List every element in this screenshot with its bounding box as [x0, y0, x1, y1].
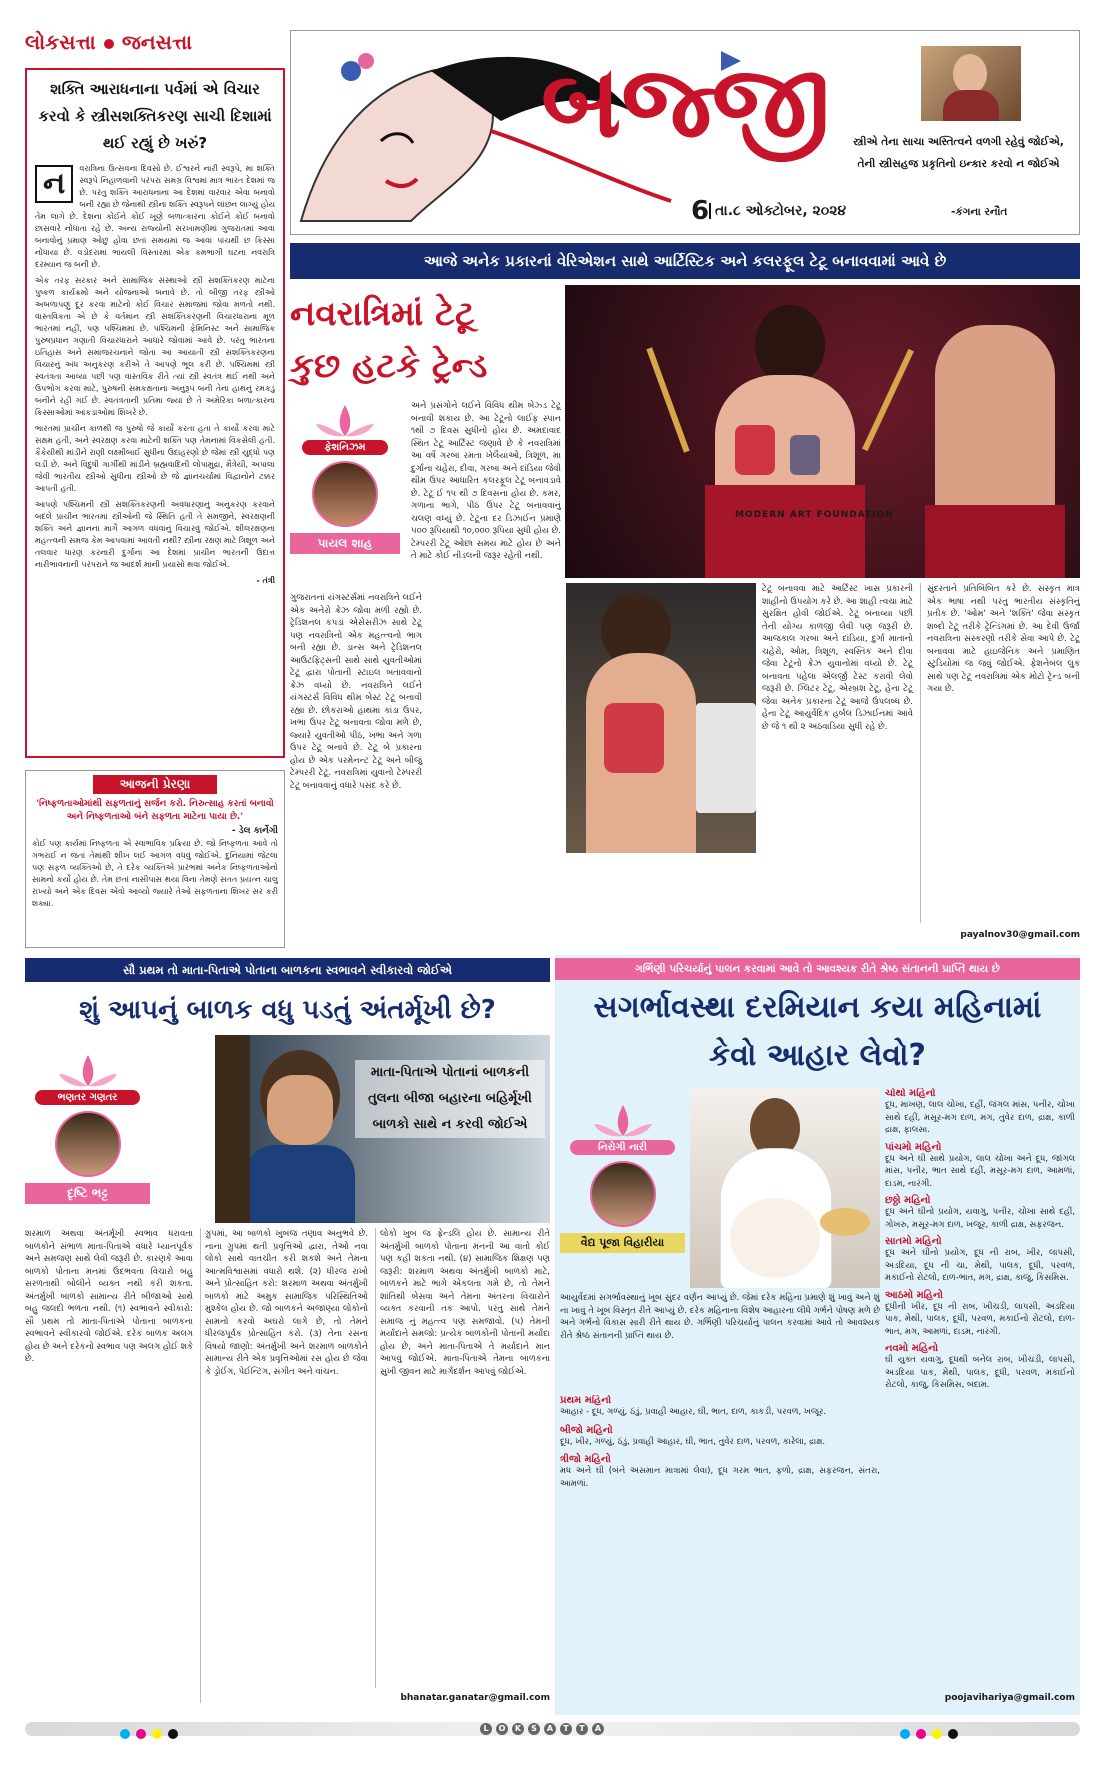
cmyk-dot-c: [120, 1729, 130, 1739]
tattoo-column-3: ટેટૂ બનાવવા માટે આર્ટિસ્ટ ખાસ પ્રકારની શાહીનો ઉપયોગ કરે છે. આ શાહી ત્વચા માટે સુરક્ષિત હોવી જોઈએ. ટેટૂ બનાવ્યા પછી તેની યોગ્ય કાળજી લેવી પણ જરૂરી છે. આજકાલ ગરબા અને દાંડિયા, દુર્ગા માતાનો ચહેરો, ઓમ, ત્રિશૂળ, સ્વસ્તિક અને દીવા જેવા ટેટૂનો ક્રેઝ યુવાનોમાં વધ્યો છે. ટેટૂ બનાવતા પહેલા એલર્જી ટેસ્ટ કરાવી લેવો જરૂરી છે. ગ્લિટર ટેટૂ, એરબ્રશ ટેટૂ, હેના ટેટૂ જેવા અનેક પ્રકારના ટેટૂ આજે ઉપલબ્ધ છે. હેના ટેટૂ આયુર્વેદિક હર્બલ ડિઝાઈનમાં આવે છે જે ૧ થી ૨ અઠવાડિયા સુધી રહે છે.: [762, 584, 913, 732]
column-label: નિરોગી નારી: [570, 1140, 675, 1155]
masthead-title: બજ્જી: [541, 42, 831, 160]
month-block: [560, 1395, 880, 1419]
month-block: [560, 1425, 880, 1449]
pregnancy-months-right: [885, 1088, 1075, 1688]
tattoo-photo-text: MODERN ART FOUNDATION: [735, 510, 894, 520]
prerna-author: - ડેલ કાર્નેગી: [231, 826, 278, 836]
footer-letter: A: [592, 1723, 604, 1735]
lotus-icon: [53, 1050, 123, 1090]
masthead: [290, 30, 1080, 235]
footer-letter: S: [528, 1723, 540, 1735]
footer-letter: A: [544, 1723, 556, 1735]
month-block: [885, 1142, 1075, 1191]
child-email[interactable]: bhanatar.ganatar@gmail.com: [400, 1693, 550, 1703]
month-name: આઠમો મહિનો: [885, 1289, 943, 1301]
month-block: [885, 1343, 1075, 1392]
color-registration-right: [900, 1724, 958, 1734]
footer-letter: T: [576, 1723, 588, 1735]
editorial-headline: શક્તિ આરાધનાના પર્વમાં એ વિચાર કરવો કે સ્ત્રીસશક્તિકરણ સાચી દિશામાં થઈ રહ્યું છે ખરું?: [38, 80, 272, 152]
editorial-box: [25, 68, 285, 758]
footer-letter: K: [512, 1723, 524, 1735]
cmyk-dot-y: [932, 1729, 942, 1739]
nirogi-label: [560, 1100, 685, 1270]
month-name: ચોથો મહિનો: [885, 1088, 936, 1099]
author-name: પાયલ શાહ: [290, 533, 400, 554]
month-block: [560, 1454, 880, 1490]
footer-letter: L: [480, 1723, 492, 1735]
month-text: દૂધ અને ઘીનો પ્રયોગ, દૂધ ની રાબ, ખીર, લાપસી, અડદિયા, દૂધ ની ચા, મેથી, પાલક, દૂધી, પરવળ, મકાઈનો રોટલો, દાળ-ભાત, મગ, દ્રાક્ષ, કાજુ, કિસમિસ.: [885, 1248, 1075, 1283]
month-name: પાંચમો મહિનો: [885, 1141, 942, 1153]
month-block: [885, 1088, 1075, 1137]
page-number: 6: [691, 196, 710, 226]
month-block: [885, 1195, 1075, 1231]
brand-logo: [25, 30, 285, 60]
pregnancy-email[interactable]: poojavihariya@gmail.com: [944, 1693, 1075, 1703]
tattoo-headline-line-2: કુછ હટકે ટ્રેન્ડ: [290, 346, 488, 386]
month-name: સાતમો મહિનો: [885, 1236, 942, 1247]
child-column-1: શરમાળ અથવા અંતર્મૂખી સ્વભાવ ધરાવતા બાળકોને સંભાળ માતા-પિતાએ વધારે ધ્યાનપૂર્વક અને સમજણ સાથે લેવી જરૂરી છે. કારણકે આવા બાળકો પોતાના મનમાં ઉદભવતા વિચારો બહુ સરળતાથી બોલીને વ્યક્ત નથી કરી શકતા. અંતર્મુખી બાળકો સામાન્ય રીતે બીજાઓ સાથે બહુ જલદી ભળતા નથી. (૧) સ્વભાવને સ્વીકારો: સૌ પ્રથમ તો માતા-પિતાએ પોતાના બાળકના સ્વભાવને સ્વીકારવો જોઈએ. દરેક બાળક અલગ હોય છે અને દરેકનો સ્વભાવ પણ અલગ હોઈ શકે છે.: [25, 1229, 193, 1364]
author-name: દૃષ્ટિ ભટ્ટ: [25, 1183, 150, 1204]
month-block: [885, 1236, 1075, 1285]
prerna-body: કોઈ પણ કાર્યમાં નિષ્ફળતા એ સ્વાભાવિક પ્રક્રિયા છે. જો નિષ્ફળતા આવે તો ગભરાઈ ન જતાં તેમાંથી શીખ લઈ આગળ વધવું જોઈએ. દુનિયામાં જેટલા પણ સફળ વ્યક્તિઓ છે, તે દરેક વ્યક્તિએ પ્રારંભમાં અનેક નિષ્ફળતાઓનો સામનો કર્યો હોય છે. તેમ છતાં નાસીપાસ થયા વિના તેમણે સતત પ્રયત્ન ચાલુ રાખ્યો અને એક દિવસ એવો આવ્યો જ્યારે તેઓ સફળતાના શિખર સર કરી શક્યા.: [32, 839, 278, 908]
author-photo: [55, 1111, 121, 1177]
column-label: ફેશનિઝમ: [302, 440, 388, 455]
footer-letters: [480, 1723, 604, 1735]
child-pullquote: માતા-પિતાએ પોતાનાં બાળકની તુલના બીજા બહારના બહિર્મૂખી બાળકો સાથે ન કરવી જોઈએ: [355, 1060, 545, 1138]
author-photo: [312, 461, 378, 527]
child-column-3: લોકો ખુબ જ ફ્રેન્ડલિ હોય છે. સામાન્ય રીતે અંતર્મુખી બાળકો પોતાના મનની આ વાતો કોઈ પણ કહી શકતા નથી. (૪) સામાજિક શિક્ષણ પણ જરૂરી: શરમાળ અથવા અંતર્મુખી બાળકો માટે, બાળકને માટે ભાગે એકલતા ગમે છે, તો તેમને શાંતિથી બેસવા અને તેમના અંતરના વિચારોને વ્યક્ત કરવાની તક આપો. પરંતુ સાથે તેમને સમાજ નું મહત્ત્વ પણ સમજાવો. (૫) તેમની મર્યાદાને સમજો: પ્રત્યેક બાળકોની પોતાની મર્યાદા હોય છે, અને માતા-પિતાએ તે મર્યાદાને માન આપવું જોઈએ. માતા-પિતાએ તેમના બાળકના સુખી જીવન માટે માર્ગદર્શન આપવું જોઈએ.: [375, 1228, 550, 1688]
child-banner: સૌ પ્રથમ તો માતા-પિતાએ પોતાના બાળકના સ્વભાવને સ્વીકારવો જોઈએ: [25, 958, 550, 982]
bhantar-label: [25, 1050, 150, 1220]
month-text: દૂધીની ખીર, દૂધ ની રાબ, ખીચડી, લાપસી, અડદિયા પાક, મેથી, પાલક, દૂધી, પરવળ, મકાઈનો રોટલો, દાળ-ભાત, મગ, આમળાં, દાડમ, નારંગી.: [885, 1301, 1075, 1337]
tattoo-column-1: ગુજરાતનાં યંગસ્ટર્સમાં નવરાત્રિને લઈને એક અનેરો ક્રેઝ જોવા મળી રહ્યો છે. ટ્રેડિશનલ કપડાં એસેસરીઝ સાથે ટેટૂ પણ નવરાત્રિનો એક મહત્ત્વનો ભાગ બની રહ્યા છે. ડાન્સ અને ટ્રેડિશનલ આઉટફિટ્સની સાથે સાથે યુવતીઓમાં ટેટૂ દ્વારા પોતાની સ્ટાઇલ બતાવવાનો ક્રેઝ વધ્યો છે. નવરાત્રિને લઈને યંગસ્ટર્સ વિવિધ થીમ બેસ્ટ ટેટૂ બનાવી રહ્યા છે. છોકરાઓ હાથમાં કાંડા ઉપર, ખભા ઉપર ટેટૂ બનાવતા જોવા મળે છે, જ્યારે યુવતીઓ પીઠ, ખભા અને ગળા ઉપર ટેટૂ બનાવે છે. ટેટૂ બે પ્રકારના હોય છે એક પરમેનન્ટ ટેટૂ અને બીજું ટેમ્પરરી ટેટૂ. નવરાત્રિમાં યુવાનો ટેમ્પરરી ટેટૂ બનાવવાનું વધારે પસંદ કરે છે.: [290, 593, 422, 791]
tattoo-column-2: અને પ્રસંગોને લઈને વિવિધ થીમ બેઝ્ડ ટેટૂ બનાવી શકાય છે. આ ટેટૂનો લાઈફ સ્પાન ૧થી ૭ દિવસ સુધીનો હોય છે. અમદાવાદ સ્થિત ટેટૂ આર્ટિસ્ટ જણાવે છે કે નવરાત્રિમાં આ વર્ષે ગરબા રમતા ખેલૈયાઓ, ત્રિશૂળ, મા દુર્ગાના ચહેરા, દીવા, ગરબા અને દાંડિયા જેવી થીમ ઉપર આધારિત કલરફૂલ ટેટૂ બનાવડાવે છે. ટેટૂ ઈ ૧૫ થી ૭ દિવસના હોય છે. કમર, ગળાના ભાગે, પીઠ ઉપર ટેટૂ બનાવવાનું ચલણ વધ્યું છે. ટેટૂના દર ડિઝાઈન પ્રમાણે ૫૦૦ રૂપિયાથી ૧૦,૦૦૦ રૂપિયા સુધી હોય છે. ટેમ્પરરી ટેટૂ ઓછા સમય માટે હોય છે અને તે માટે કોઈ નીડલની જરૂર રહેતી નથી.: [411, 401, 561, 561]
editorial-paragraph: વરાત્રિના ઉત્સવના દિવસો છે. ઈશ્વરને નારી સ્વરૂપે, મા શક્તિ સ્વરૂપે નિહાળવાની પરંપરા સમગ્ર વિશ્વમાં માત્ર ભારત દેશમાં જ છે. પરંતુ શક્તિ આરાધનાના આ દેશમાં વારંવાર એવા બનાવો બની રહ્યા છે જેનાથી સ્ત્રીના શક્તિ સ્વરૂપને લાંછન લાગ્યું હોય તેમ લાગે છે. દેશના કોઈને કોઈ ખૂણે બળાત્કારના કોઈને કોઈ બનાવો છાસવારે નોંધાતા રહે છે. અન્ય રાજ્યોની સરખામણીમાં ગુજરાતમાં આવા બનાવોનું પ્રમાણ ઓછું હોવા છતાં સમયમાં જ આવા પાંચથી છ કિસ્સા નોંધાયા છે. વડોદરામાં ભાયલી વિસ્તારમાં એક કમભાગી ઘટના નવરાત્રિ દરમ્યાન જ બની છે.: [35, 164, 275, 269]
lotus-icon: [310, 400, 380, 440]
prerna-box: [25, 770, 285, 948]
masthead-quote-author: -કંગના રનૌત: [951, 206, 1008, 218]
month-block: [885, 1290, 1075, 1339]
kangana-photo: [921, 46, 1021, 121]
tattoo-headline-line-1: નવરાત્રિમાં ટેટૂ: [290, 294, 475, 334]
pregnancy-intro: આયુર્વેદમાં સગર્ભાવસ્થાનું ખૂબ સુંદર વર્ણન આપ્યું છે. જેમાં દરેક મહિના પ્રમાણે શું ખાવું અને શું ના ખાવું તે ખૂબ વિસ્તૃત રીતે આપ્યું છે. દરેક મહિનાના વિશેષ આહારના લીધે ગર્ભને પોષણ મળે છે અને ગર્ભનો વિકાસ સારી રીતે થાય છે. ગર્ભિણી પરિચર્યાનું પાલન કરવામાં આવે તો આવશ્યક રીતે શ્રેષ્ઠ સંતાનની પ્રાપ્તિ થાય છે.: [560, 1293, 880, 1341]
month-text: દૂધ, માખણ, લાલ ચોખા, દહીં, જંગલ માંસ, પનીર, ચોખા સાથે દહીં, મસૂર-મગ દાળ, મગ, તુવેર દાળ, દ્રાક્ષ, કાળી દ્રાક્ષ, ફાલસા.: [885, 1100, 1075, 1135]
month-name: નવમો મહિનો: [885, 1343, 939, 1354]
editorial-paragraph: આપણે પશ્ચિમની સ્ત્રી સશક્તિકરણની અવધારણાનું અનુકરણ કરવાને બદલે પ્રાચીન ભારતમાં સ્ત્રીઓની જે સ્થિતિ હતી તે સમજીને, સ્વરક્ષણની શક્તિ અને જ્ઞાનના માર્ગે આગળ વધવાનું વિચારવું જોઈએ. શીલરક્ષણના મહત્ત્વની સમજ કેમ આપવામાં આવતી નથી? સ્ત્રીના રક્ષણ માટે ત્રિશૂળ અને તલવાર ધારણ કરનારી દુર્ગાના આ દેશમાં પ્રાચીન ભારતની ઉદાત્ત નારીભાવનાની પરંપરાને જ આદર્શ માની પ્રયાસો થવા જોઈએ.: [35, 500, 275, 569]
month-text: આહાર - દૂધ, ગળ્યું, ઠંડું, પ્રવાહી આહાર, ઘી, ભાત, દાળ, કાકડી, પરવળ, ખજૂર.: [560, 1407, 827, 1417]
tattoo-back-photo: [566, 583, 756, 853]
pregnancy-photo: [690, 1088, 880, 1288]
tattoo-main-photo: [565, 285, 1080, 578]
cmyk-dot-c: [900, 1729, 910, 1739]
brand-separator: [104, 39, 114, 49]
month-text: દૂધ અને ઘી સાથે પ્રયોગ, લાલ ચોખા અને દૂધ, જાંગલ માંસ, પનીર, ભાત સાથે દહીં, મસૂર-મગ દાળ, આમળાં, દાડમ, નારંગી.: [885, 1153, 1075, 1189]
masthead-quote: સ્ત્રીએ તેના સાચા અસ્તિત્વને વળગી રહેવું જોઈએ, તેની સ્ત્રીસહજ પ્રકૃતિનો ઇન્કાર કરવો ન જોઈએ: [853, 136, 1064, 170]
fashionism-label: [290, 400, 400, 590]
tattoo-email[interactable]: payalnov30@gmail.com: [960, 930, 1080, 940]
author-photo: [590, 1161, 656, 1227]
column-label: ભણતર ગણતર: [35, 1090, 140, 1105]
tattoo-banner: આજે અનેક પ્રકારનાં વેરિએશન સાથે આર્ટિસ્ટિક અને કલરફૂલ ટેટૂ બનાવવામાં આવે છે: [290, 243, 1080, 279]
footer-letter: O: [496, 1723, 508, 1735]
tattoo-headline: [290, 288, 565, 398]
prerna-title: આજની પ્રેરણા: [93, 775, 217, 794]
pregnancy-headline: સગર્ભાવસ્થા દરમિયાન કયા મહિનામાં કેવો આહાર લેવો?: [593, 990, 1042, 1073]
page-date: તા.૮ ઓક્ટોબર, ૨૦૨૪: [709, 203, 846, 219]
lotus-icon: [588, 1100, 658, 1140]
tattoo-column-4: સુંદરતાને પ્રતિબિંબિત કરે છે. સંસ્કૃત માત્ર એક ભાષા નથી પરંતુ ભારતીય સંસ્કૃતિનું પ્રતીક છે. 'ઓમ' અને 'શક્તિ' જેવા સંસ્કૃત શબ્દો ટેટૂ તરીકે ટ્રેન્ડિંગમાં છે. આ દેવી ઉર્જા નવરાત્રિના સંસ્કરણો તરીકે સેવા આપે છે. ટેટૂ બનાવવા માટે હાઇજેનિક અને પ્રમાણિત સ્ટુડિયોમાં જ જવું જોઈએ. ફેશનેબલ લુક સાથે પણ ટેટૂ નવરાત્રિમાં એક મોટો ટ્રેન્ડ બની ગયા છે.: [920, 583, 1080, 923]
author-name: વૈદ્ય પૂજા વિહારીયા: [560, 1233, 685, 1253]
drop-cap: ન: [35, 165, 73, 203]
cmyk-dot-m: [136, 1729, 146, 1739]
month-name: છઠ્ઠો મહિનો: [885, 1195, 931, 1206]
editorial-signature: - તંત્રી: [256, 576, 275, 585]
cmyk-dot-y: [152, 1729, 162, 1739]
pregnancy-months-left: [560, 1395, 880, 1705]
month-name: બીજો મહિનો: [560, 1424, 613, 1436]
cmyk-dot-k: [948, 1729, 958, 1739]
child-column-2: ગ્રુપમાં, આ બાળકો ખુબજ તણાવ અનુભવે છે. નાના ગ્રુપમાં થતી પ્રવૃત્તિઓ દ્વારા, તેઓ નવા લોકો સાથે વાતચીત કરી શકશે અને તેમના આત્મવિશ્વાસમાં વધારો થશે. (૨) ધીરજ રાખો અને પ્રોત્સાહિત કરો: શરમાળ અથવા અંતર્મુખી બાળકો માટે અમુક સામાજિક પરિસ્થિતિઓ મુશ્કેલ હોય છે. જો બાળકને અજાણ્યા લોકોનો સામનો કરવો અઘરો લાગે છે, તો તેમને ધીરજપૂર્વક પ્રોત્સાહિત કરો. (૩) તેના રસના વિષયો જાણો: અંતર્મુખી અને શરમાળ બાળકોને સામાન્ય રીતે એક પ્રવૃત્તિઓમાં રસ હોય છે જેવા કે ડ્રોઈંગ, પેઈન્ટિંગ, સંગીત અને વાંચન.: [200, 1228, 372, 1703]
footer-letter: T: [560, 1723, 572, 1735]
editorial-paragraph: એક તરફ સરકાર અને સામાજિક સંસ્થાઓ સ્ત્રી સશક્તિકરણ માટેના પુષ્કળ કાર્યક્રમો અને યોજનાઓ બનાવે છે. તો બીજી તરફ સ્ત્રીઓ અબળાપણું દૂર કરવા માટેનો કોઈ વિચાર સમાજમાં જોવા મળતો નથી. વાસ્તવિકતા એ છે કે વર્તમાન સ્ત્રી સશક્તિકરણની વિચારધારાના મૂળ ભારતમાં નહીં, પણ પશ્ચિમમાં છે. પશ્ચિમની ફેમિનિસ્ટ અને સામાજિક પુરુષપ્રધાન ગણાતી વિચારધારાને આધારે જોવામાં આવે છે. પરંતુ ભારતના ઇતિહાસ અને સમાજરચનાને જોતા આ આયાતી સ્ત્રી સશક્તિકરણના વિચારનું અંધ અનુકરણ કરીએ તે આપણે ભૂલ કરી છે. પશ્ચિમમાં સ્ત્રી સ્વતંત્રતા આવ્યા પછી પણ વાસ્તવિક રીતે ત્યાં સ્ત્રી સ્વતંત્ર થઈ નથી અને ઉપભોગ કરવા માટે, પુરુષની સમકક્ષતાના અનુરૂપ બની તેના હાથનું રમકડું બનીને રહી ગઈ છે. સ્વતંત્રતાની પ્રતિમા જ્યાં છે તે અમેરિકા બળાત્કારના કિસ્સાઓમાં આંકડાઓમાં શિખરે છે.: [35, 276, 275, 417]
child-headline: શું આપનું બાળક વધુ પડતું અંતર્મૂખી છે?: [79, 995, 496, 1025]
pregnancy-banner: ગર્ભિણી પરિચર્યાનું પાલન કરવામાં આવે તો આવશ્યક રીતે શ્રેષ્ઠ સંતાનની પ્રાપ્તિ થાય છે: [555, 958, 1080, 980]
cmyk-dot-k: [168, 1729, 178, 1739]
brand-name-right: જનસત્તા: [121, 30, 193, 54]
month-text: દૂધ, ખીર, ગળ્યું, ઠંડું, પ્રવાહી આહાર, ઘી, ભાત, તુવેર દાળ, પરવળ, કારેલા, દ્રાક્ષ.: [560, 1436, 826, 1447]
color-registration-left: [120, 1724, 178, 1734]
month-text: દૂધ અને ઘીનો પ્રયોગ, યવાગુ, પનીર, ચોખા સાથે દહીં, ગોખરુ, મસૂર-મગ દાળ, ખજૂર, કાળી દ્રાક્ષ, સફરજન.: [885, 1207, 1075, 1230]
prerna-quote: 'નિષ્ફળતાઓમાંથી સફળતાનું સર્જન કરો. નિરુત્સાહ કરતાં બનાવો અને નિષ્ફળતાઓ બંને સફળતા માટેના પાયા છે.': [36, 799, 274, 822]
month-name: પ્રથમ મહિનો: [560, 1395, 612, 1406]
brand-name-left: લોકસત્તા: [25, 30, 96, 54]
editorial-paragraph: ભારતમાં પ્રાચીન કાળથી જ પુરુષો જે કાર્યો કરતા હતા તે કાર્યો કરવા માટે સક્ષમ હતી, અને સ્વરક્ષણ કરવા માટેની શક્તિ પણ તેમનામાં વિકસેલી હતી. કૈકેયીથી માંડીને રાણી લક્ષ્મીબાઈ સુધીના ઉદાહરણો છે જેમાં સ્ત્રી યુદ્ધો પણ લડી છે. અને વિદુષી ગાર્ગીથી માંડીને બ્રહ્મવાદિની લોપામુદ્રા, મૈત્રેયી, અપાલા જેવી ભારતીય સ્ત્રીઓ સુધીના સ્ત્રીઓ છે જે જ્ઞાનચર્ચામાં વિદ્વાનોને ટક્કર આપતી હતી.: [35, 424, 275, 493]
cmyk-dot-m: [916, 1729, 926, 1739]
month-name: ત્રીજો મહિનો: [560, 1454, 611, 1465]
editorial-body: [35, 163, 275, 587]
month-text: મધ અને ઘી (બંને અસમાન માત્રામાં લેવા), દૂધ ગરમ ભાત, ફળો, દ્રાક્ષ, સફરજન, સંતરા, આમળાં.: [560, 1466, 880, 1489]
month-text: ઘી યુક્ત યવાગુ, દૂધથી બનેલ રાબ, ખીચડી, લાપસી, અડદિયા પાક, મેથી, પાલક, દૂધી, પરવળ, મકાઈનો રોટલો, કાજુ, કિસમિસ, બદામ.: [885, 1355, 1075, 1390]
